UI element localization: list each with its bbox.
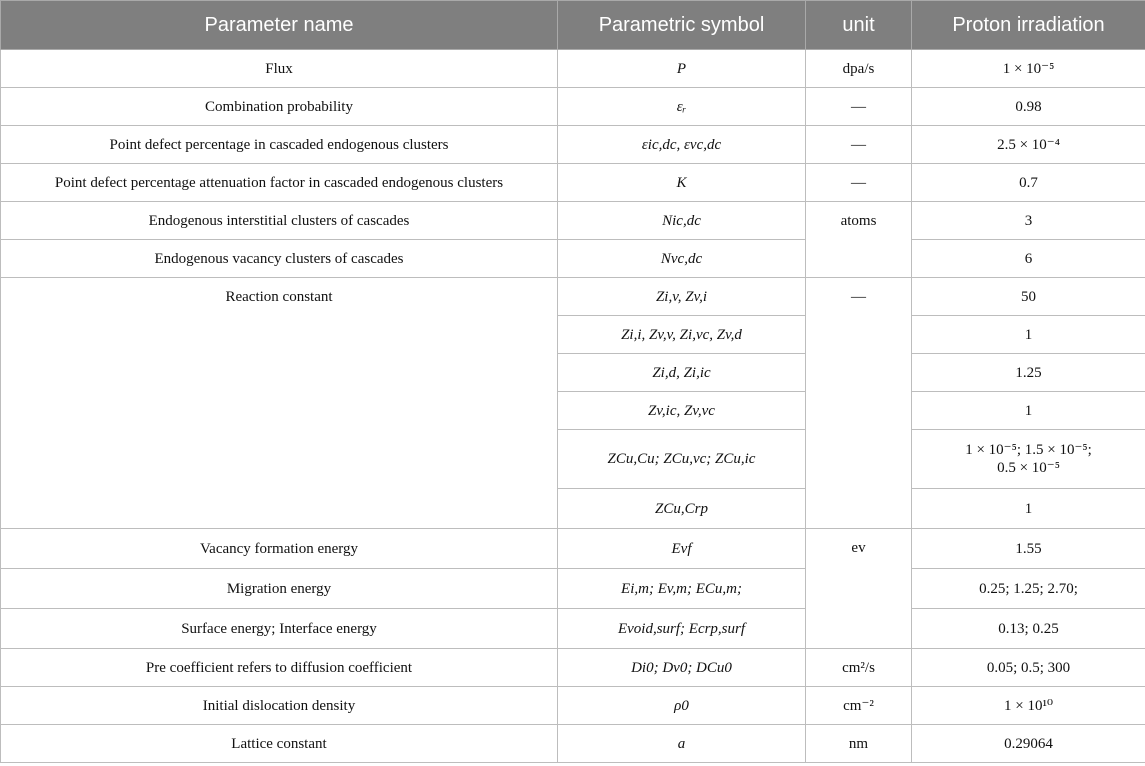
param-value: 2.5 × 10⁻⁴ xyxy=(912,126,1145,164)
table-row xyxy=(1,202,1145,240)
param-name: Point defect percentage attenuation factor in cascaded endogenous clusters xyxy=(1,164,558,202)
param-value: 1 × 10⁻⁵; 1.5 × 10⁻⁵; 0.5 × 10⁻⁵ xyxy=(912,430,1145,489)
table-row xyxy=(1,529,1145,569)
param-name: Flux xyxy=(1,50,558,88)
param-value: 0.25; 1.25; 2.70; xyxy=(912,569,1145,609)
param-name: Endogenous vacancy clusters of cascades xyxy=(1,240,558,278)
param-value: 1 xyxy=(912,392,1145,430)
param-symbol: εic,dc, εvc,dc xyxy=(558,126,806,164)
param-value: 1 xyxy=(912,489,1145,529)
param-symbol: Zi,i, Zv,v, Zi,vc, Zv,d xyxy=(558,316,806,354)
param-unit: — xyxy=(806,164,912,202)
param-value: 1 xyxy=(912,316,1145,354)
param-symbol: Zi,v, Zv,i xyxy=(558,278,806,316)
param-name: Lattice constant xyxy=(1,725,558,763)
param-symbol: Evf xyxy=(558,529,806,569)
table-row xyxy=(1,164,1145,202)
param-value: 0.98 xyxy=(912,88,1145,126)
param-symbol: K xyxy=(558,164,806,202)
param-symbol: εᵣ xyxy=(558,88,806,126)
param-symbol: P xyxy=(558,50,806,88)
table-row xyxy=(1,50,1145,88)
table-row xyxy=(1,649,1145,687)
table-row xyxy=(1,725,1145,763)
param-symbol: Zi,d, Zi,ic xyxy=(558,354,806,392)
param-symbol: ρ0 xyxy=(558,687,806,725)
param-symbol: Di0; Dv0; DCu0 xyxy=(558,649,806,687)
param-value: 1 × 10¹⁰ xyxy=(912,687,1145,725)
header-parametric-symbol: Parametric symbol xyxy=(558,1,806,50)
param-value: 6 xyxy=(912,240,1145,278)
table-row xyxy=(1,687,1145,725)
table-row xyxy=(1,88,1145,126)
param-symbol: Zv,ic, Zv,vc xyxy=(558,392,806,430)
param-value: 1 × 10⁻⁵ xyxy=(912,50,1145,88)
param-value: 0.7 xyxy=(912,164,1145,202)
param-name: Pre coefficient refers to diffusion coefficient xyxy=(1,649,558,687)
param-unit: ev xyxy=(806,529,912,649)
param-name: Initial dislocation density xyxy=(1,687,558,725)
param-unit: cm⁻² xyxy=(806,687,912,725)
param-value: 1.25 xyxy=(912,354,1145,392)
param-name: Point defect percentage in cascaded endogenous clusters xyxy=(1,126,558,164)
param-value: 0.29064 xyxy=(912,725,1145,763)
param-unit: nm xyxy=(806,725,912,763)
param-name: Endogenous interstitial clusters of cascades xyxy=(1,202,558,240)
header-proton-irradiation: Proton irradiation xyxy=(912,1,1145,50)
table-row xyxy=(1,569,1145,609)
param-name: Migration energy xyxy=(1,569,558,609)
param-symbol: Ei,m; Ev,m; ECu,m; xyxy=(558,569,806,609)
table-row xyxy=(1,126,1145,164)
param-unit: cm²/s xyxy=(806,649,912,687)
param-symbol: ZCu,Cu; ZCu,vc; ZCu,ic xyxy=(558,430,806,489)
table-row xyxy=(1,278,1145,316)
table-row xyxy=(1,240,1145,278)
param-value: 3 xyxy=(912,202,1145,240)
param-name: Combination probability xyxy=(1,88,558,126)
param-name: Surface energy; Interface energy xyxy=(1,609,558,649)
param-unit: dpa/s xyxy=(806,50,912,88)
param-unit: — xyxy=(806,278,912,529)
param-unit: — xyxy=(806,88,912,126)
param-symbol: Evoid,surf; Ecrp,surf xyxy=(558,609,806,649)
header-parameter-name: Parameter name xyxy=(1,1,558,50)
param-symbol: Nic,dc xyxy=(558,202,806,240)
param-value: 1.55 xyxy=(912,529,1145,569)
param-name: Vacancy formation energy xyxy=(1,529,558,569)
param-symbol: Nvc,dc xyxy=(558,240,806,278)
param-value: 0.05; 0.5; 300 xyxy=(912,649,1145,687)
table-row xyxy=(1,609,1145,649)
param-symbol: ZCu,Crp xyxy=(558,489,806,529)
header-row xyxy=(1,1,1145,50)
param-unit: — xyxy=(806,126,912,164)
param-symbol: a xyxy=(558,725,806,763)
param-unit: atoms xyxy=(806,202,912,278)
param-value: 0.13; 0.25 xyxy=(912,609,1145,649)
header-unit: unit xyxy=(806,1,912,50)
param-value: 50 xyxy=(912,278,1145,316)
param-name: Reaction constant xyxy=(1,278,558,529)
